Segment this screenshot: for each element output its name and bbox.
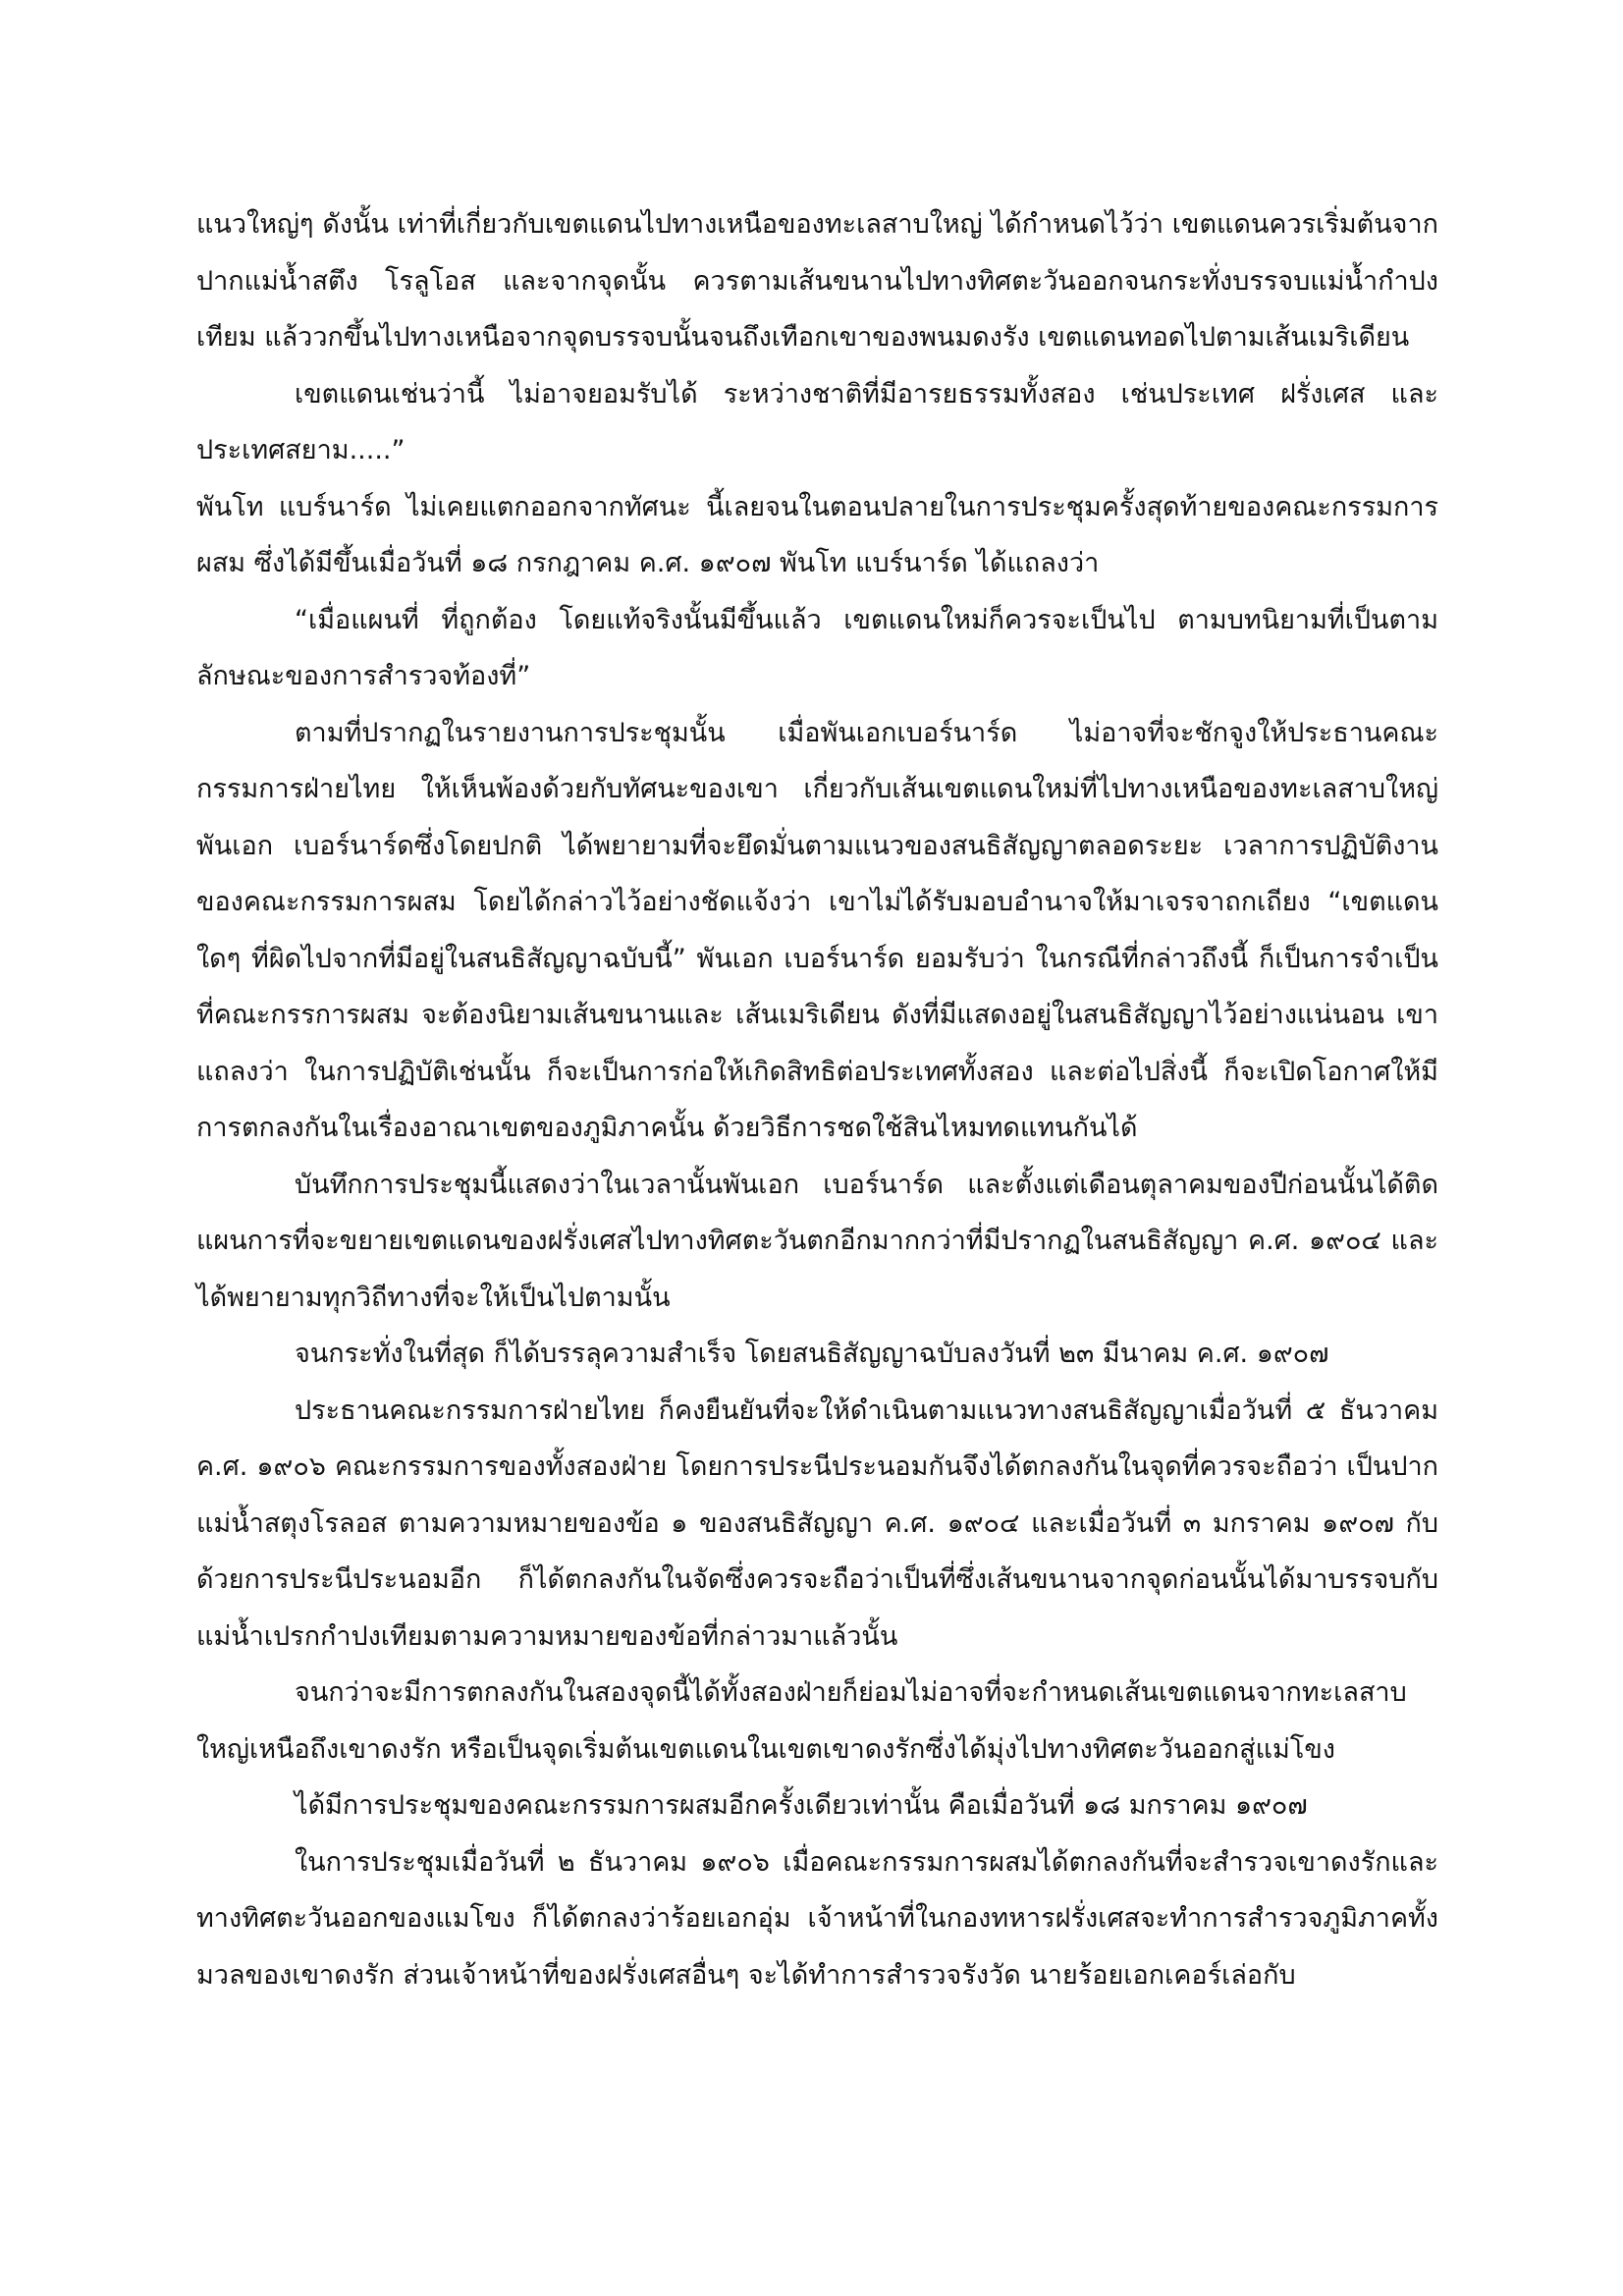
paragraph-9: จนกว่าจะมีการตกลงกันในสองจุดนี้ได้ทั้งสองฝ่ายก็ย่อมไม่อาจที่จะกำหนดเส้นเขตแดนจากทะเลสาบใหญ่เหนือถึงเขาดงรัก หรือเป็นจุดเริ่มต้นเขตแดนในเขตเขาดงรักซึ่งได้มุ่งไปทางทิศตะวันออกสู่แม่โขง	[196, 1677, 1407, 1765]
paragraph-10: ได้มีการประชุมของคณะกรรมการผสมอีกครั้งเดียวเท่านั้น คือเมื่อวันที่ ๑๘ มกราคม ๑๙๐๗	[295, 1790, 1308, 1821]
paragraph-8: ประธานคณะกรรมการฝ่ายไทย ก็คงยืนยันที่จะให้ดำเนินตามแนวทางสนธิสัญญาเมื่อวันที่ ๕ ธันวาคม ค.ศ. ๑๙๐๖ คณะกรรมการของทั้งสองฝ่าย โดยการประนีประนอมกันจึงได้ตกลงกันในจุดที่ควรจะถือว่า เป็นปากแม่น้ำสตุงโรลอส ตามความหมายของข้อ ๑ ของสนธิสัญญา ค.ศ. ๑๙๐๔ และเมื่อวันที่ ๓ มกราคม ๑๙๐๗ กับด้วยการประนีประนอมอีก ก็ได้ตกลงกันในจัดซึ่งควรจะถือว่าเป็นที่ซึ่งเส้นขนานจากจุดก่อนนั้นได้มาบรรจบกับแม่น้ำเปรกกำปงเทียมตามความหมายของข้อที่กล่าวมาแล้วนั้น	[196, 1394, 1438, 1652]
paragraph-1: แนวใหญ่ๆ ดังนั้น เท่าที่เกี่ยวกับเขตแดนไปทางเหนือของทะเลสาบใหญ่ ได้กำหนดไว้ว่า เขตแดนควรเริ่มต้นจากปากแม่น้ำสตึง โรลูโอส และจากจุดนั้น ควรตามเส้นขนานไปทางทิศตะวันออกจนกระทั่งบรรจบแม่น้ำกำปงเทียม แล้ววกขึ้นไปทางเหนือจากจุดบรรจบนั้นจนถึงเทือกเขาของพนมดงรัง เขตแดนทอดไปตามเส้นเมริเดียน	[196, 209, 1438, 353]
paragraph-2: เขตแดนเช่นว่านี้ ไม่อาจยอมรับได้ ระหว่างชาติที่มีอารยธรรมทั้งสอง เช่นประเทศ ฝรั่งเศส และประเทศสยาม.....”	[196, 378, 1438, 465]
paragraph-11: ในการประชุมเมื่อวันที่ ๒ ธันวาคม ๑๙๐๖ เมื่อคณะกรรมการผสมได้ตกลงกันที่จะสำรวจเขาดงรักและทางทิศตะวันออกของแมโขง ก็ได้ตกลงว่าร้อยเอกอุ่ม เจ้าหน้าที่ในกองทหารฝรั่งเศสจะทำการสำรวจภูมิภาคทั้งมวลของเขาดงรัก ส่วนเจ้าหน้าที่ของฝรั่งเศสอื่นๆ จะได้ทำการสำรวจรังวัด นายร้อยเอกเคอร์เล่อกับ	[196, 1846, 1438, 1991]
paragraph-7: จนกระทั่งในที่สุด ก็ได้บรรลุความสำเร็จ โดยสนธิสัญญาฉบับลงวันที่ ๒๓ มีนาคม ค.ศ. ๑๙๐๗	[295, 1339, 1329, 1369]
paragraph-4-quote: “เมื่อแผนที่ ที่ถูกต้อง โดยแท้จริงนั้นมีขึ้นแล้ว เขตแดนใหม่ก็ควรจะเป็นไป ตามบทนิยามที่เป็นตามลักษณะของการสำรวจท้องที่”	[196, 604, 1438, 691]
paragraph-5: ตามที่ปรากฏในรายงานการประชุมนั้น เมื่อพันเอกเบอร์นาร์ด ไม่อาจที่จะชักจูงให้ประธานคณะกรรมการฝ่ายไทย ให้เห็นพ้องด้วยกับทัศนะของเขา เกี่ยวกับเส้นเขตแดนใหม่ที่ไปทางเหนือของทะเลสาบใหญ่ พันเอก เบอร์นาร์ดซึ่งโดยปกติ ได้พยายามที่จะยึดมั่นตามแนวของสนธิสัญญาตลอดระยะ เวลาการปฏิบัติงานของคณะกรรมการผสม โดยได้กล่าวไว้อย่างชัดแจ้งว่า เขาไม่ได้รับมอบอำนาจให้มาเจรจาถกเถียง “เขตแดนใดๆ ที่ผิดไปจากที่มีอยู่ในสนธิสัญญาฉบับนี้” พันเอก เบอร์นาร์ด ยอมรับว่า ในกรณีที่กล่าวถึงนี้ ก็เป็นการจำเป็นที่คณะกรรการผสม จะต้องนิยามเส้นขนานและ เส้นเมริเดียน ดังที่มีแสดงอยู่ในสนธิสัญญาไว้อย่างแน่นอน เขาแถลงว่า ในการปฏิบัติเช่นนั้น ก็จะเป็นการก่อให้เกิดสิทธิต่อประเทศทั้งสอง และต่อไปสิ่งนี้ ก็จะเปิดโอกาศให้มีการตกลงกันในเรื่องอาณาเขตของภูมิภาคนั้น ด้วยวิธีการชดใช้สินไหมทดแทนกันได้	[196, 717, 1438, 1143]
document-body	[196, 196, 1438, 2003]
paragraph-3: พันโท แบร์นาร์ด ไม่เคยแตกออกจากทัศนะ นี้เลยจนในตอนปลายในการประชุมครั้งสุดท้ายของคณะกรรมการผสม ซึ่งได้มีขึ้นเมื่อวันที่ ๑๘ กรกฎาคม ค.ศ. ๑๙๐๗ พันโท แบร์นาร์ด ได้แถลงว่า	[196, 491, 1438, 578]
paragraph-6: บันทึกการประชุมนี้แสดงว่าในเวลานั้นพันเอก เบอร์นาร์ด และตั้งแต่เดือนตุลาคมของปีก่อนนั้นได้ติดแผนการที่จะขยายเขตแดนของฝรั่งเศสไปทางทิศตะวันตกอีกมากกว่าที่มีปรากฏในสนธิสัญญา ค.ศ. ๑๙๐๔ และได้พยายามทุกวิถีทางที่จะให้เป็นไปตามนั้น	[196, 1169, 1438, 1313]
